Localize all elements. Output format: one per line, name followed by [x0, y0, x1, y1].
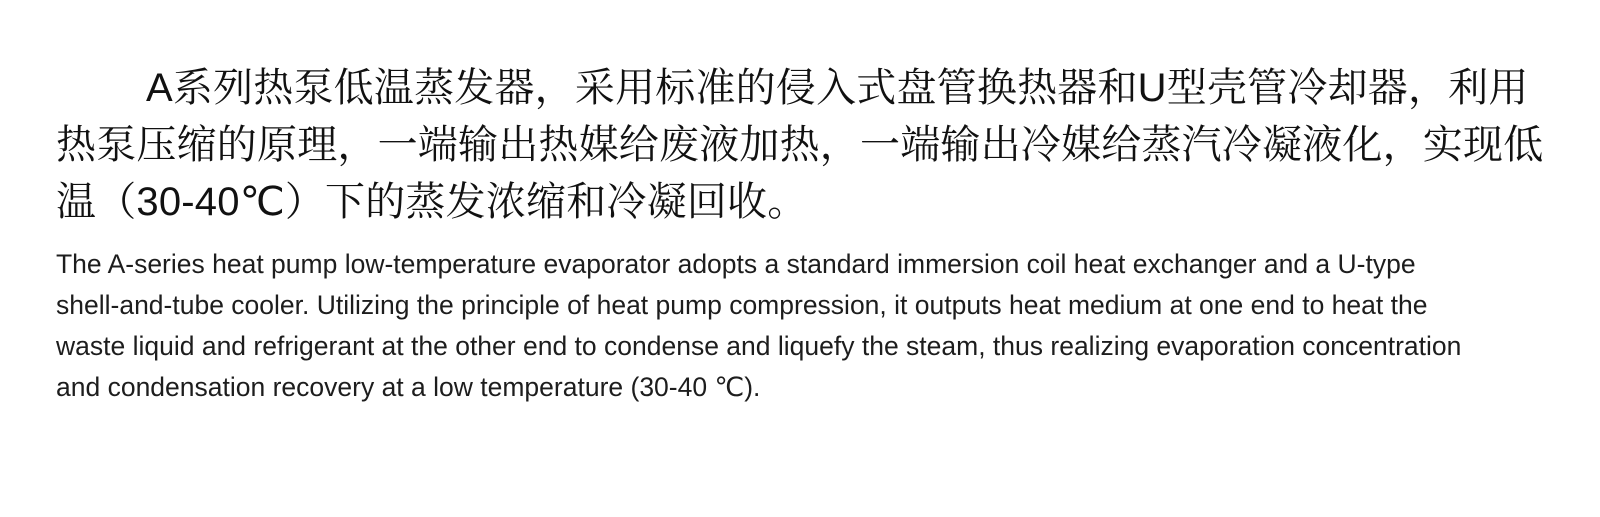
chinese-description-paragraph — [56, 60, 1544, 230]
english-description-paragraph: The A-series heat pump low-temperature evaporator adopts a standard immersion coil heat exchanger and a U-type shell-and-tube cooler. Utilizing the principle of heat pump compression, it outputs heat medium at one end to heat the waste liquid and refrigerant at the other end to condense and liquefy the steam, thus realizing evaporation concentration and condensation recovery at a low temperature (30-40 ℃). — [56, 249, 1469, 402]
chinese-description-text: A系列热泵低温蒸发器，采用标准的侵入式盘管换热器和U型壳管冷却器，利用热泵压缩的原理，一端输出热媒给废液加热，一端输出冷媒给蒸汽冷凝液化，实现低温（30-40℃）下的蒸发浓缩和冷凝回收。 — [56, 66, 1544, 224]
